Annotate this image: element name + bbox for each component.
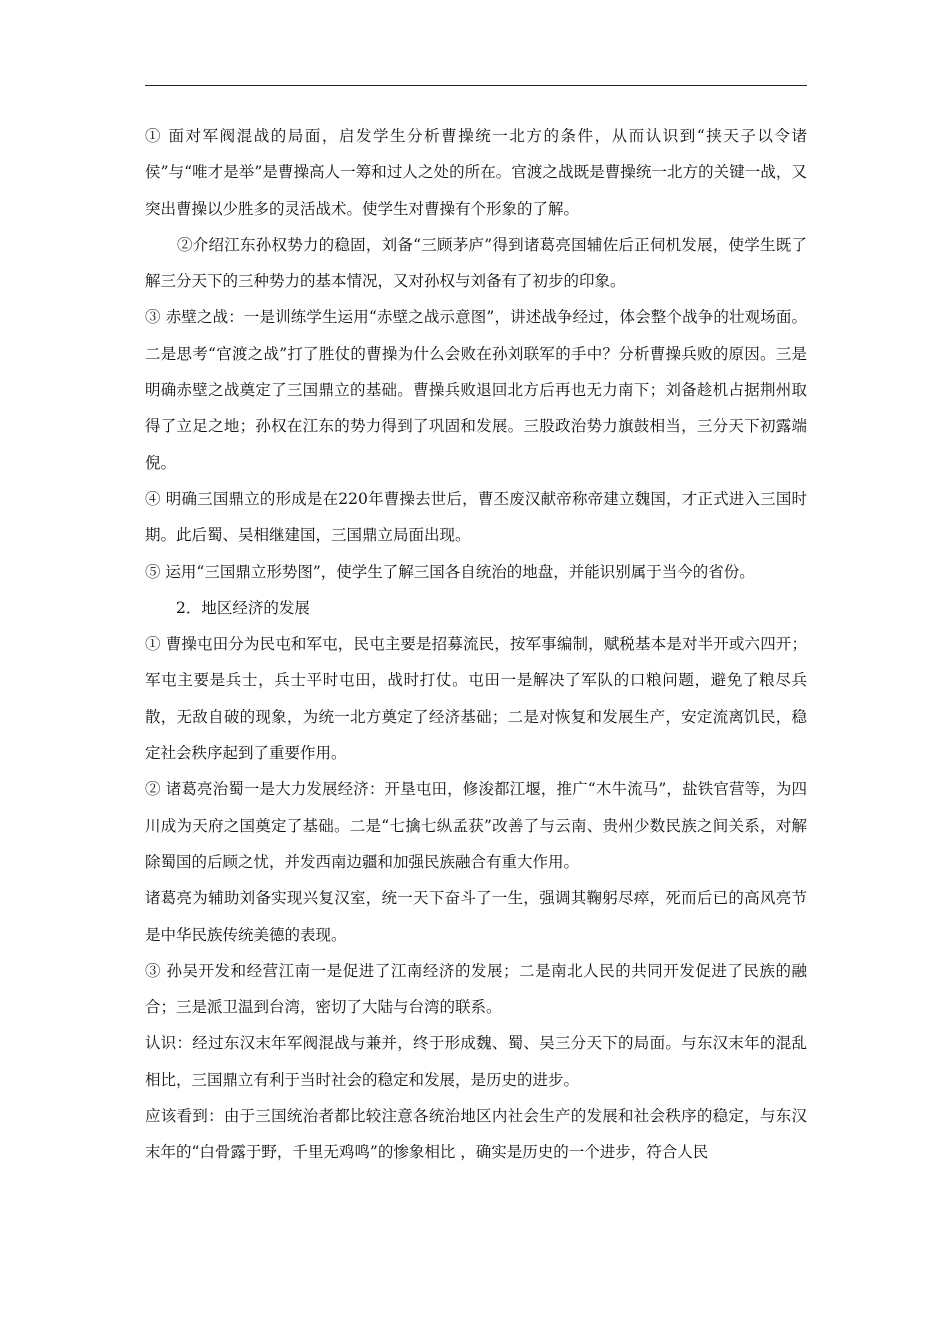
- header-rule: [145, 85, 807, 86]
- paragraph-three-kingdoms-map: ⑤ 运用“三国鼎立形势图”，使学生了解三国各自统治的地盘，并能识别属于当今的省份。: [145, 562, 755, 581]
- section-heading-regional-economy: 2．地区经济的发展: [176, 598, 310, 617]
- paragraph-caocao-unify-north: ① 面对军阀混战的局面，启发学生分析曹操统一北方的条件，从而认识到“挟天子以令诸侯”与“唯才是举”是曹操高人一筹和过人之处的所在。官渡之战既是曹操统一北方的关键一战，又突出曹操以少胜多的灵活战术。使学生对曹操有个形象的了解。: [145, 127, 807, 218]
- paragraph-battle-of-red-cliffs: ③ 赤壁之战：一是训练学生运用“赤壁之战示意图”，讲述战争经过，体会整个战争的壮观场面。二是思考“官渡之战”打了胜仗的曹操为什么会败在孙刘联军的手中？分析曹操兵败的原因。三是明确赤壁之战奠定了三国鼎立的基础。曹操兵败退回北方后再也无力南下；刘备趁机占据荆州取得了立足之地；孙权在江东的势力得到了巩固和发展。三股政治势力旗鼓相当，三分天下初露端倪。: [145, 308, 807, 472]
- paragraph-sun-wu-jiangnan: ③ 孙吴开发和经营江南一是促进了江南经济的发展；二是南北人民的共同开发促进了民族的融合；三是派卫温到台湾，密切了大陆与台湾的联系。: [145, 961, 807, 1017]
- document-body: [145, 118, 807, 1171]
- paragraph-three-kingdoms-formation: ④ 明确三国鼎立的形成是在220年曹操去世后，曹丕废汉献帝称帝建立魏国，才正式进入三国时期。此后蜀、吴相继建国，三国鼎立局面出现。: [145, 489, 807, 545]
- paragraph-tuntian: ① 曹操屯田分为民屯和军屯，民屯主要是招募流民，按军事编制，赋税基本是对半开或六四开；军屯主要是兵士，兵士平时屯田，战时打仗。屯田一是解决了军队的口粮问题，避免了粮尽兵散，无敌自破的现象，为统一北方奠定了经济基础；二是对恢复和发展生产，安定流离饥民，稳定社会秩序起到了重要作用。: [145, 635, 807, 763]
- paragraph-zhuge-liang-virtue: 诸葛亮为辅助刘备实现兴复汉室，统一天下奋斗了一生，强调其鞠躬尽瘁，死而后已的高风亮节是中华民族传统美德的表现。: [145, 889, 807, 944]
- paragraph-zhuge-liang-shu: ② 诸葛亮治蜀一是大力发展经济：开垦屯田，修浚都江堰，推广“木牛流马”，盐铁官营等，为四川成为天府之国奠定了基础。二是“七擒七纵孟获”改善了与云南、贵州少数民族之间关系，对解除蜀国的后顾之忧，并发西南边疆和加强民族融合有重大作用。: [145, 780, 807, 871]
- paragraph-should-see: 应该看到：由于三国统治者都比较注意各统治地区内社会生产的发展和社会秩序的稳定，与东汉末年的“白骨露于野，千里无鸡鸣”的惨象相比 ，确实是历史的一个进步，符合人民: [145, 1107, 807, 1162]
- paragraph-sunquan-liubei: ②介绍江东孙权势力的稳固，刘备“三顾茅庐”得到诸葛亮国辅佐后正伺机发展，使学生既了解三分天下的三种势力的基本情况，又对孙权与刘备有了初步的印象。: [145, 235, 807, 291]
- paragraph-recognition: 认识：经过东汉末年军阀混战与兼并，终于形成魏、蜀、吴三分天下的局面。与东汉末年的混乱相比，三国鼎立有利于当时社会的稳定和发展，是历史的进步。: [145, 1034, 807, 1089]
